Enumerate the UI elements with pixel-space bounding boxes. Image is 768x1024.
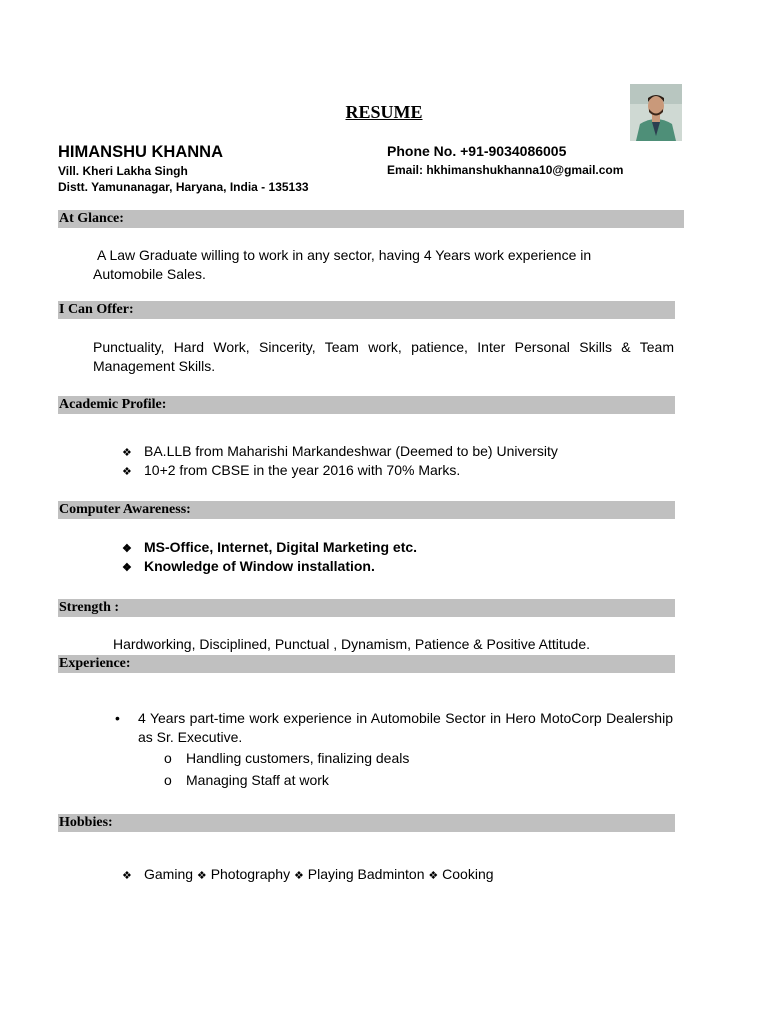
diamond-bullet-icon: ❖	[122, 543, 132, 555]
sub-bullet-icon: o	[164, 750, 172, 766]
hobby-item: Photography	[210, 866, 291, 882]
candidate-name: HIMANSHU KHANNA	[58, 143, 223, 161]
sub-bullet-icon: o	[164, 772, 172, 788]
dot-bullet-icon: •	[115, 710, 120, 726]
section-heading-academic-profile: Academic Profile:	[58, 396, 675, 414]
computer-item-text: MS-Office, Internet, Digital Marketing etc.	[144, 539, 418, 555]
strength-text: Hardworking, Disciplined, Punctual , Dynamism, Patience & Positive Attitude.	[113, 636, 590, 652]
hobbies-line	[122, 865, 494, 886]
at-glance-text: A Law Graduate willing to work in any sector, having 4 Years work experience in Automobile Sales.	[93, 247, 592, 282]
computer-item	[122, 538, 417, 559]
section-heading-experience: Experience:	[58, 655, 675, 673]
academic-item	[122, 442, 558, 463]
computer-item	[122, 557, 375, 578]
email-address: Email: hkhimanshukhanna10@gmail.com	[387, 163, 624, 177]
experience-main-text: 4 Years part-time work experience in Automobile Sector in Hero MotoCorp Dealership as Sr. Executive.	[138, 710, 673, 745]
section-heading-computer-awareness: Computer Awareness:	[58, 501, 675, 519]
section-heading-strength: Strength :	[58, 599, 675, 617]
section-heading-hobbies: Hobbies:	[58, 814, 675, 832]
section-heading-i-can-offer: I Can Offer:	[58, 301, 675, 319]
hobby-item: Playing Badminton	[307, 866, 425, 882]
diamond-bullet-icon: ❖	[196, 870, 207, 882]
academic-item	[122, 461, 460, 482]
diamond-bullet-icon: ❖	[122, 466, 132, 478]
resume-title: RESUME	[345, 102, 423, 122]
diamond-bullet-icon: ❖	[293, 870, 304, 882]
academic-item-text: BA.LLB from Maharishi Markandeshwar (Deemed to be) University	[144, 443, 558, 459]
address-line-1: Vill. Kheri Lakha Singh	[58, 164, 188, 178]
experience-sub-item: Handling customers, finalizing deals	[186, 750, 410, 766]
address-line-2: Distt. Yamunanagar, Haryana, India - 135133	[58, 180, 309, 194]
hobby-item: Cooking	[442, 866, 494, 882]
diamond-bullet-icon: ❖	[122, 562, 132, 574]
experience-sub-item: Managing Staff at work	[186, 772, 329, 788]
section-heading-at-glance: At Glance:	[58, 210, 684, 228]
academic-item-text: 10+2 from CBSE in the year 2016 with 70% Marks.	[144, 462, 461, 478]
profile-photo	[630, 84, 682, 141]
computer-item-text: Knowledge of Window installation.	[144, 558, 375, 574]
diamond-bullet-icon: ❖	[122, 870, 132, 882]
hobby-item: Gaming	[144, 866, 194, 882]
diamond-bullet-icon: ❖	[428, 870, 439, 882]
diamond-bullet-icon: ❖	[122, 447, 132, 459]
i-can-offer-text: Punctuality, Hard Work, Sincerity, Team work, patience, Inter Personal Skills & Team Management Skills.	[93, 339, 674, 374]
phone-number: Phone No. +91-9034086005	[387, 143, 567, 159]
